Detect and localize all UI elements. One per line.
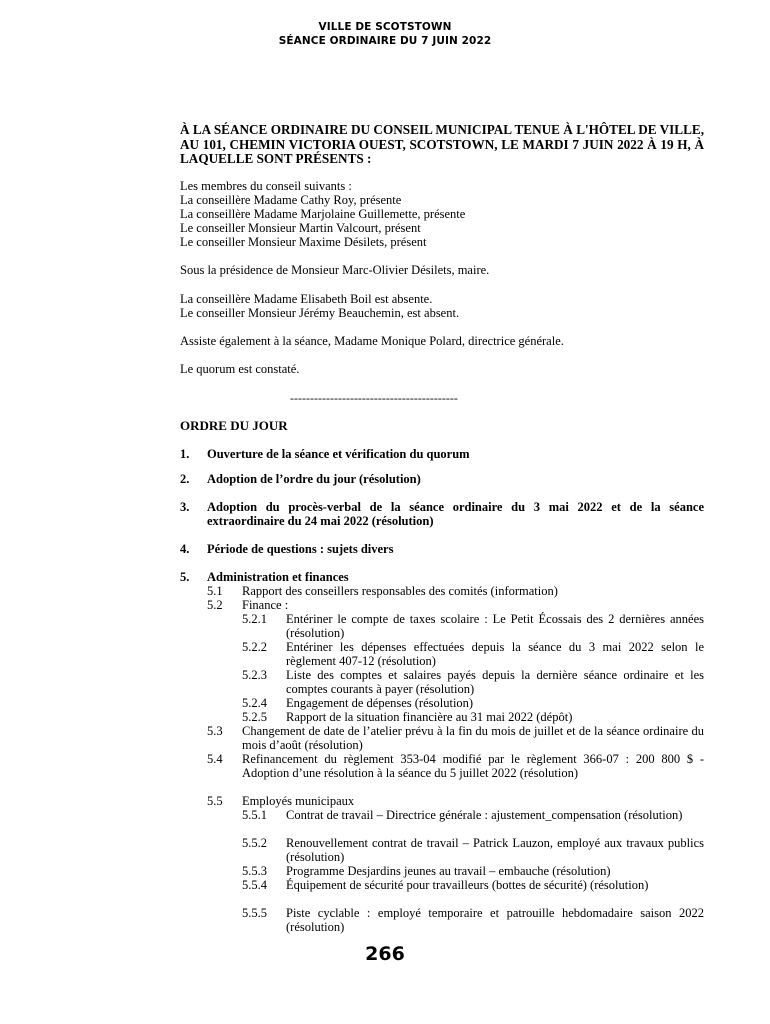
absent-line: La conseillère Madame Elisabeth Boil est absente. xyxy=(180,292,433,306)
member-line: Le conseiller Monsieur Martin Valcourt, présent xyxy=(180,221,421,235)
member-line: La conseillère Madame Marjolaine Guillemette, présente xyxy=(180,207,466,221)
quorum-line xyxy=(180,362,704,376)
sub-item-text: Contrat de travail – Directrice générale : ajustement_compensation (résolution) xyxy=(286,808,683,822)
agenda-item-5 xyxy=(180,570,704,584)
assiste-line xyxy=(180,334,704,348)
sub-item xyxy=(207,584,704,598)
presidence-text: Sous la présidence de Monsieur Marc-Olivier Désilets, maire. xyxy=(180,263,490,277)
sub-item-number: 5.1 xyxy=(207,584,223,598)
sub-sub-item xyxy=(242,612,704,640)
member-line: La conseillère Madame Cathy Roy, présente xyxy=(180,193,402,207)
sub-item xyxy=(207,752,704,780)
sub-item-number: 5.2.4 xyxy=(242,696,267,710)
agenda-item-text: Administration et finances xyxy=(207,570,349,584)
sub-item-text: Entériner le compte de taxes scolaire : Le Petit Écossais des 2 dernières années (résolution) xyxy=(286,612,704,640)
sub-item-text: Changement de date de l’atelier prévu à la fin du mois de juillet et de la séance ordinaire du mois d’août (résolution) xyxy=(242,724,704,752)
assiste-text: Assiste également à la séance, Madame Monique Polard, directrice générale. xyxy=(180,334,564,348)
agenda-item-text: Adoption du procès-verbal de la séance ordinaire du 3 mai 2022 et de la séance extraordinaire du 24 mai 2022 (résolution) xyxy=(207,500,704,528)
agenda-item-number: 1. xyxy=(180,447,190,461)
sub-item xyxy=(207,724,704,752)
sub-sub-item xyxy=(242,878,704,892)
sub-item-number: 5.2.3 xyxy=(242,668,267,682)
intro-paragraph: À LA SÉANCE ORDINAIRE DU CONSEIL MUNICIPAL TENUE À L'HÔTEL DE VILLE, AU 101, CHEMIN VICTORIA OUEST, SCOTSTOWN, LE MARDI 7 JUIN 2022 À 19 H, À LAQUELLE SONT PRÉSENTS : xyxy=(180,122,704,166)
agenda-item-number: 2. xyxy=(180,472,190,486)
sub-sub-item xyxy=(242,640,704,668)
sub-item-number: 5.2.1 xyxy=(242,612,267,626)
agenda-item-1 xyxy=(180,447,704,461)
sub-item-text: Équipement de sécurité pour travailleurs (bottes de sécurité) (résolution) xyxy=(286,878,649,892)
agenda-item-text: Ouverture de la séance et vérification du quorum xyxy=(207,447,470,461)
agenda-item-text: Période de questions : sujets divers xyxy=(207,542,394,556)
sub-item-number: 5.2.5 xyxy=(242,710,267,724)
presidence-line xyxy=(180,263,704,277)
sub-sub-item xyxy=(242,836,704,864)
agenda-item-3 xyxy=(180,500,704,528)
sub-sub-item xyxy=(242,696,704,710)
sub-item-text: Employés municipaux xyxy=(242,794,355,808)
members-block xyxy=(180,179,704,249)
sub-sub-item xyxy=(242,906,704,934)
sub-item-text: Liste des comptes et salaires payés depuis la dernière séance ordinaire et les comptes courants à payer (résolution) xyxy=(286,668,704,696)
agenda-item-number: 3. xyxy=(180,500,190,514)
header-municipality: VILLE DE SCOTSTOWN xyxy=(318,21,452,33)
sub-item-number: 5.2 xyxy=(207,598,223,612)
sub-item-number: 5.5.5 xyxy=(242,906,267,920)
member-line: Le conseiller Monsieur Maxime Désilets, présent xyxy=(180,235,427,249)
agenda-item-text: Adoption de l’ordre du jour (résolution) xyxy=(207,472,421,486)
sub-item-text: Programme Desjardins jeunes au travail – embauche (résolution) xyxy=(286,864,611,878)
sub-sub-item xyxy=(242,710,704,724)
sub-item-number: 5.3 xyxy=(207,724,223,738)
sub-item-number: 5.5.1 xyxy=(242,808,267,822)
sub-item-text: Engagement de dépenses (résolution) xyxy=(286,696,474,710)
agenda-title: ORDRE DU JOUR xyxy=(180,418,288,433)
members-heading: Les membres du conseil suivants : xyxy=(180,179,352,193)
sub-item-number: 5.4 xyxy=(207,752,223,766)
sub-item-text: Rapport de la situation financière au 31 mai 2022 (dépôt) xyxy=(286,710,573,724)
sub-item-text: Renouvellement contrat de travail – Patrick Lauzon, employé aux travaux publics (résolution) xyxy=(286,836,704,864)
sub-item-number: 5.5.3 xyxy=(242,864,267,878)
agenda-item-number: 5. xyxy=(180,570,190,584)
absents-block xyxy=(180,292,704,320)
header-session: SÉANCE ORDINAIRE DU 7 JUIN 2022 xyxy=(278,35,492,47)
sub-item xyxy=(207,598,704,612)
sub-item-number: 5.5.2 xyxy=(242,836,267,850)
sub-item-number: 5.5.4 xyxy=(242,878,267,892)
sub-item-text: Piste cyclable : employé temporaire et patrouille hebdomadaire saison 2022 (résolution) xyxy=(286,906,704,934)
sub-item-text: Entériner les dépenses effectuées depuis la séance du 3 mai 2022 selon le règlement 407-12 (résolution) xyxy=(286,640,704,668)
sub-item-text: Finance : xyxy=(242,598,289,612)
agenda-item-2 xyxy=(180,472,704,486)
sub-item-text: Refinancement du règlement 353-04 modifié par le règlement 366-07 : 200 800 $ - Adoption d’une résolution à la séance du 5 juillet 2022 (résolution) xyxy=(242,752,704,780)
absent-line: Le conseiller Monsieur Jérémy Beauchemin, est absent. xyxy=(180,306,460,320)
sub-sub-item xyxy=(242,668,704,696)
sub-item-number: 5.5 xyxy=(207,794,223,808)
agenda-item-4 xyxy=(180,542,704,556)
sub-item xyxy=(207,794,704,808)
sub-sub-item xyxy=(242,864,704,878)
quorum-text: Le quorum est constaté. xyxy=(180,362,300,376)
agenda-item-number: 4. xyxy=(180,542,190,556)
separator-line: ------------------------------------------ xyxy=(290,391,458,405)
page-number: 266 xyxy=(365,943,405,965)
sub-item-text: Rapport des conseillers responsables des comités (information) xyxy=(242,584,558,598)
sub-sub-item xyxy=(242,808,704,822)
sub-item-number: 5.2.2 xyxy=(242,640,267,654)
